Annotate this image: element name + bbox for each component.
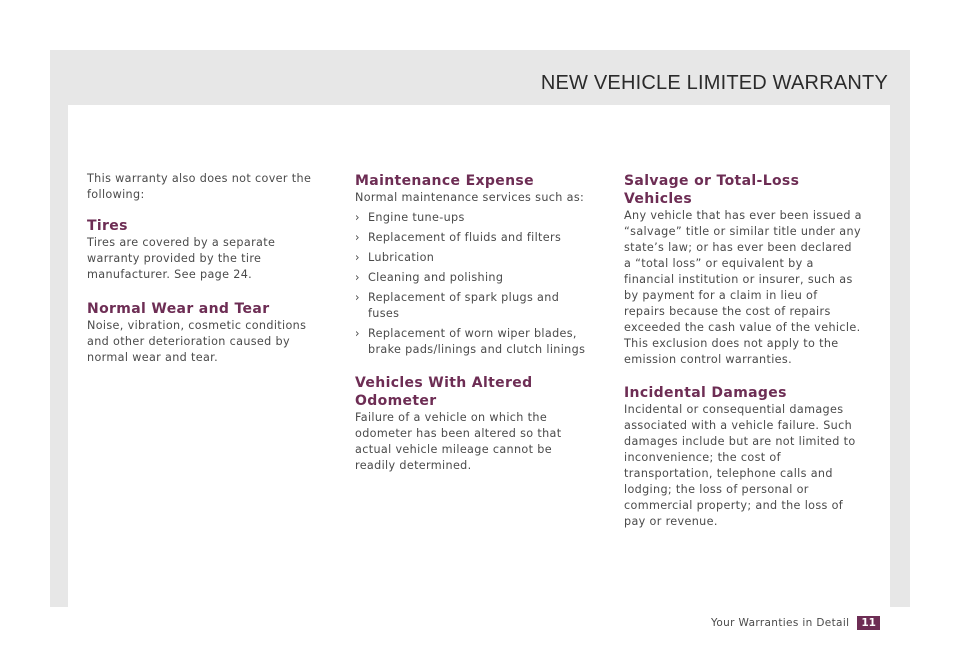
odometer-text: Failure of a vehicle on which the odometer has been altered so that actual vehicle mileage cannot be readily determined. bbox=[355, 411, 562, 472]
odometer-heading: Vehicles With Altered Odometer bbox=[355, 375, 533, 409]
salvage-text: Any vehicle that has ever been issued a “salvage” title or similar title under any state’s law; or has ever been declared a “total loss” or equivalent by a financial institution or insurer, such as by payment for a claim in lieu of repairs because the cost of repairs exceeded the cash value of the vehicle. This exclusion does not apply to the emission control warranties. bbox=[624, 209, 862, 366]
incidental-heading: Incidental Damages bbox=[624, 385, 787, 401]
column-right bbox=[624, 172, 862, 530]
maintenance-list bbox=[355, 210, 593, 358]
column-middle bbox=[355, 172, 593, 474]
chevron-right-icon: › bbox=[355, 231, 360, 244]
column-left bbox=[87, 171, 325, 366]
list-item: › Replacement of spark plugs and fuses bbox=[355, 291, 560, 320]
tires-text: Tires are covered by a separate warranty provided by the tire manufacturer. See page 24. bbox=[87, 236, 276, 281]
list-item: › Replacement of worn wiper blades, brake pads/linings and clutch linings bbox=[355, 327, 586, 356]
chevron-right-icon: › bbox=[355, 271, 360, 284]
list-item: › Cleaning and polishing bbox=[355, 271, 504, 284]
incidental-text: Incidental or consequential damages associated with a vehicle failure. Such damages include but are not limited to inconvenience; the cost of transportation, telephone calls and lodging; the loss of personal or commercial property; and the loss of pay or revenue. bbox=[624, 403, 856, 528]
footer-section-label: Your Warranties in Detail bbox=[711, 617, 850, 629]
page-footer bbox=[711, 616, 880, 630]
chevron-right-icon: › bbox=[355, 211, 360, 224]
chevron-right-icon: › bbox=[355, 327, 360, 340]
maintenance-heading: Maintenance Expense bbox=[355, 173, 534, 189]
maintenance-intro: Normal maintenance services such as: bbox=[355, 191, 585, 204]
page-header-title: NEW VEHICLE LIMITED WARRANTY bbox=[540, 72, 888, 94]
page-frame bbox=[50, 50, 910, 629]
tires-heading: Tires bbox=[87, 218, 128, 234]
page-number-badge: 11 bbox=[857, 616, 880, 630]
wear-text: Noise, vibration, cosmetic conditions and other deterioration caused by normal wear and tear. bbox=[87, 319, 307, 364]
list-item: › Lubrication bbox=[355, 251, 435, 264]
salvage-heading: Salvage or Total-Loss Vehicles bbox=[624, 173, 800, 207]
intro-text: This warranty also does not cover the following: bbox=[87, 172, 312, 201]
page-content bbox=[68, 105, 890, 640]
list-item: › Replacement of fluids and filters bbox=[355, 231, 562, 244]
chevron-right-icon: › bbox=[355, 251, 360, 264]
wear-heading: Normal Wear and Tear bbox=[87, 301, 270, 317]
list-item: › Engine tune-ups bbox=[355, 211, 465, 224]
chevron-right-icon: › bbox=[355, 291, 360, 304]
